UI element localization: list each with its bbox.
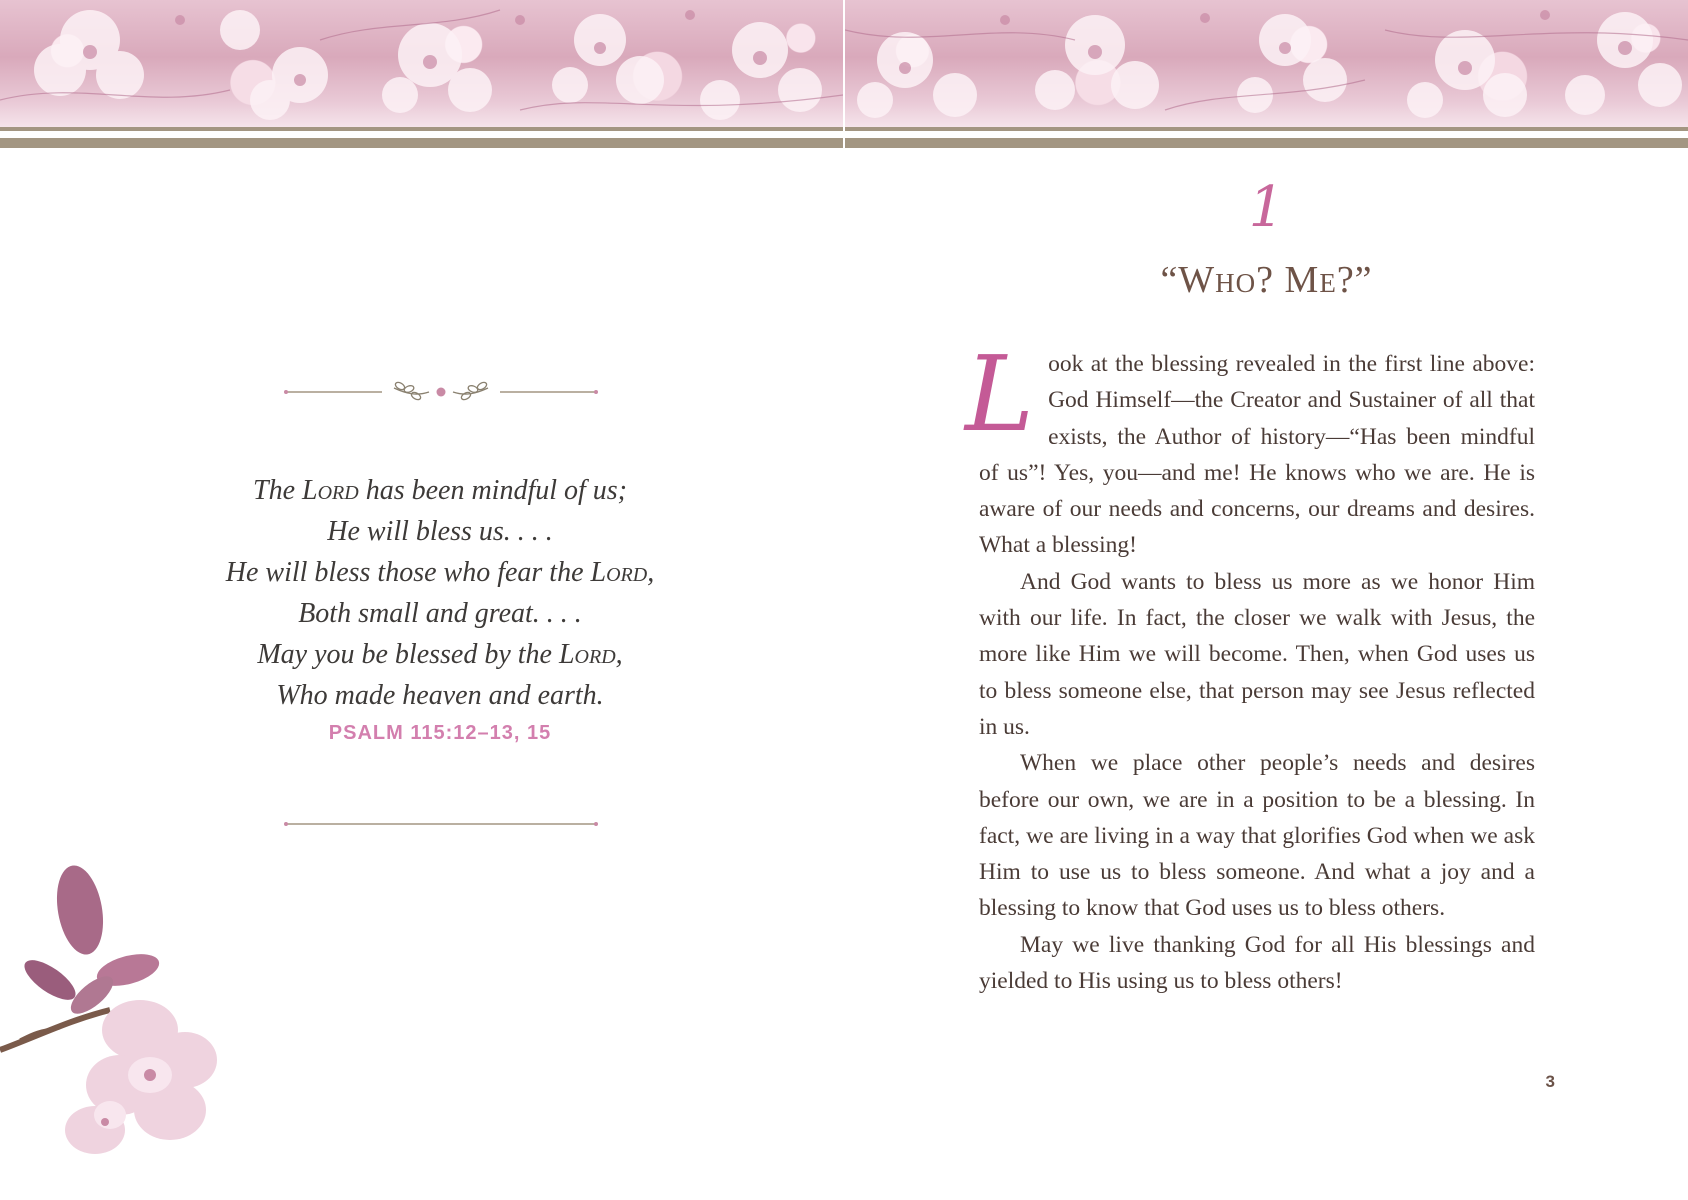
page-number: 3 [1545, 1072, 1555, 1091]
verse-line [180, 593, 700, 634]
verse-text: Who made heaven and earth. [276, 680, 604, 711]
scripture-verse [180, 470, 700, 716]
paragraph: When we place other people’s needs and desires before our own, we are in a position to be a blessing. In fact, we are living in a way that glorifies God when we ask Him to use us to bless someone. And what a joy and a blessing to know that God uses us to bless others. [979, 750, 1535, 922]
bottom-divider [282, 818, 600, 830]
header-rule-thick [0, 138, 843, 148]
paragraph: May we live thanking God for all His blessings and yielded to His using us to bless others! [979, 931, 1535, 995]
paragraph-text: ook at the blessing revealed in the first line above: God Himself—the Creator and Sustainer of all that exists, the Author of history—“Has been mindful of us”! Yes, you—and me! He knows who we are. He is aware of our needs and concerns, our dreams and desires. What a blessing! [979, 351, 1535, 559]
chapter-body [965, 333, 1535, 999]
paragraph: And God wants to bless us more as we honor Him with our life. In fact, the closer we walk with Jesus, the more like Him we will become. Then, when God uses us to bless someone else, that person may see Jesus reflected in us. [979, 568, 1535, 740]
drop-cap: L [965, 333, 1035, 455]
verse-text: has been mindful of us; [358, 475, 627, 506]
verse-text: The [253, 475, 302, 506]
header-rule-thin [845, 127, 1688, 131]
chapter-number: 1 [1248, 175, 1285, 240]
laurel-divider-icon [282, 378, 600, 406]
verse-text: He will bless those who fear the [225, 557, 591, 588]
floral-banner [0, 0, 843, 127]
blossom-pattern [0, 0, 843, 127]
floral-banner [845, 0, 1688, 127]
verse-lord: Lord [590, 557, 648, 588]
verse-line [180, 634, 700, 675]
verse-text: He will bless us. . . . [327, 516, 553, 547]
left-page [0, 0, 843, 1200]
verse-text: , [615, 639, 623, 670]
paragraph [965, 333, 1535, 564]
scripture-citation: PSALM 115:12–13, 15 [328, 722, 552, 744]
verse-text: May you be blessed by the [257, 639, 559, 670]
header-rule-thick [845, 138, 1688, 148]
verse-line [180, 511, 700, 552]
verse-line [180, 470, 700, 511]
blossom-pattern [845, 0, 1688, 127]
verse-lord: Lord [302, 475, 359, 506]
cherry-blossom-icon [0, 860, 240, 1160]
right-page [845, 0, 1688, 1200]
verse-lord: Lord [558, 639, 616, 670]
verse-text: Both small and great. . . . [298, 598, 582, 629]
verse-line [180, 675, 700, 716]
verse-text: , [647, 557, 655, 588]
verse-line [180, 552, 700, 593]
chapter-title: “Who? Me?” [1160, 259, 1373, 301]
header-rule-thin [0, 127, 843, 131]
